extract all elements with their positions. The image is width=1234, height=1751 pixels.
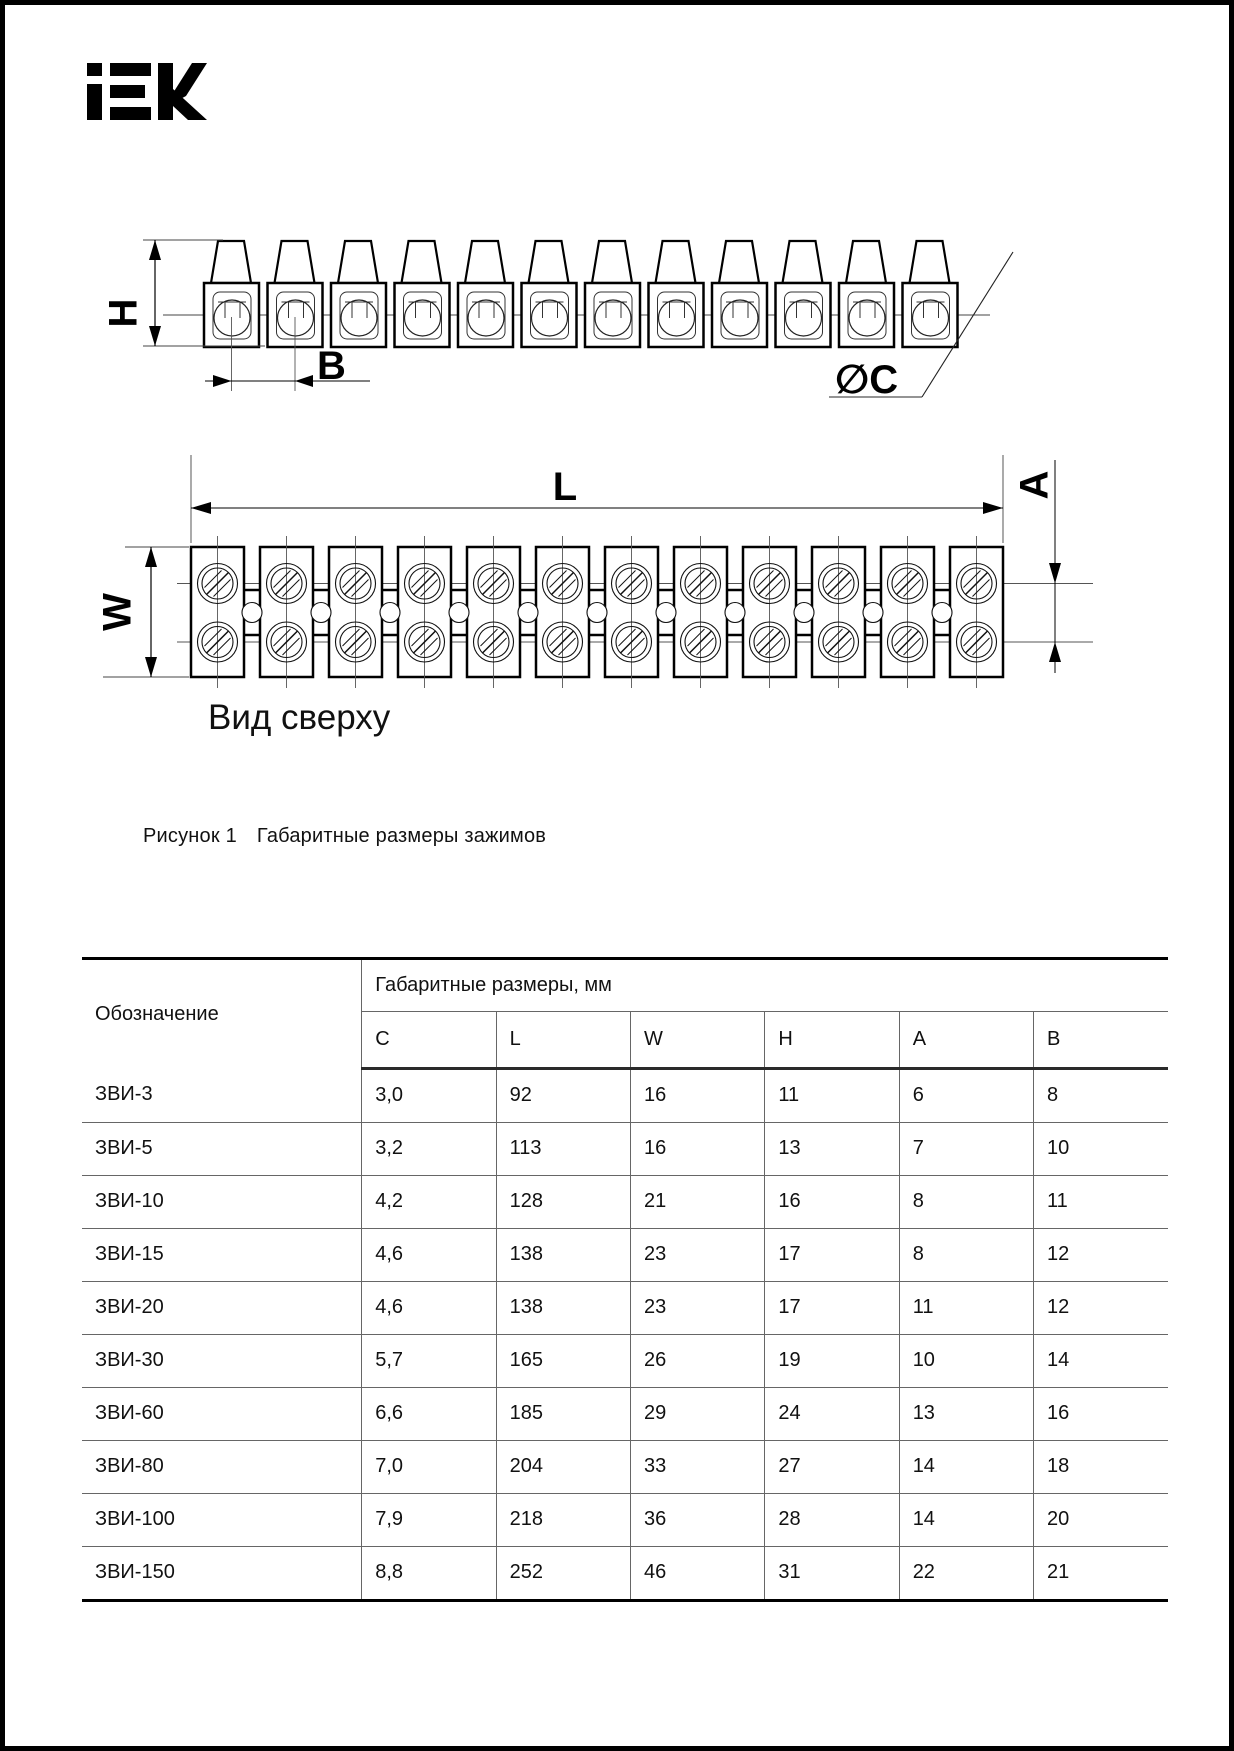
cell-a: 7 [899,1122,1033,1175]
cell-designation: ЗВИ-80 [82,1440,362,1493]
cell-c: 6,6 [362,1387,496,1440]
table-row-zvi-80 [82,1440,1168,1493]
table-row-zvi-15 [82,1228,1168,1281]
cell-h: 13 [765,1122,899,1175]
cell-c: 7,0 [362,1440,496,1493]
cell-b: 11 [1034,1175,1168,1228]
cell-b: 10 [1034,1122,1168,1175]
cell-l: 92 [496,1068,630,1122]
dim-label-h: H [101,298,146,328]
col-header-h: H [765,1011,899,1068]
col-header-a: A [899,1011,1033,1068]
cell-designation: ЗВИ-3 [82,1068,362,1122]
figure-drawing [5,155,1234,855]
table-row-zvi-60 [82,1387,1168,1440]
cell-w: 36 [630,1493,764,1546]
cell-b: 21 [1034,1546,1168,1600]
table-row-zvi-10 [82,1175,1168,1228]
cell-w: 21 [630,1175,764,1228]
col-header-w: W [630,1011,764,1068]
dim-a [1013,460,1061,673]
cell-designation: ЗВИ-100 [82,1493,362,1546]
iek-logo-graphic [87,63,207,120]
table-row-zvi-3 [82,1068,1168,1122]
dim-label-l: L [552,465,578,509]
dim-label-diameter-c: ∅C [835,358,899,402]
cell-h: 17 [765,1281,899,1334]
cell-a: 14 [899,1440,1033,1493]
side-view [102,240,1013,402]
cell-h: 19 [765,1334,899,1387]
dim-w [96,547,189,677]
col-header-c: C [362,1011,496,1068]
cell-a: 11 [899,1281,1033,1334]
figure-caption-text: Габаритные размеры зажимов [256,825,547,847]
cell-b: 12 [1034,1228,1168,1281]
cell-c: 4,6 [362,1281,496,1334]
top-view-label: Вид сверху [208,698,391,737]
cell-c: 5,7 [362,1334,496,1387]
cell-l: 204 [496,1440,630,1493]
cell-l: 252 [496,1546,630,1600]
cell-h: 28 [765,1493,899,1546]
figure-caption-number: Рисунок 1 [143,825,237,847]
cell-w: 23 [630,1281,764,1334]
col-header-l: L [496,1011,630,1068]
cell-w: 16 [630,1068,764,1122]
cell-w: 16 [630,1122,764,1175]
cell-designation: ЗВИ-5 [82,1122,362,1175]
dimensions-table [82,957,1168,1602]
cell-a: 13 [899,1387,1033,1440]
cell-a: 14 [899,1493,1033,1546]
cell-designation: ЗВИ-30 [82,1334,362,1387]
cell-w: 23 [630,1228,764,1281]
cell-c: 3,2 [362,1122,496,1175]
cell-l: 138 [496,1281,630,1334]
cell-l: 113 [496,1122,630,1175]
cell-b: 20 [1034,1493,1168,1546]
cell-b: 14 [1034,1334,1168,1387]
cell-a: 6 [899,1068,1033,1122]
table-row-zvi-30 [82,1334,1168,1387]
dim-label-a: A [1012,470,1057,500]
table-row-zvi-5 [82,1122,1168,1175]
cell-c: 7,9 [362,1493,496,1546]
col-header-group: Габаритные размеры, мм [362,959,1168,1012]
cell-l: 128 [496,1175,630,1228]
table-row-zvi-20 [82,1281,1168,1334]
cell-designation: ЗВИ-20 [82,1281,362,1334]
cell-designation: ЗВИ-10 [82,1175,362,1228]
cell-c: 8,8 [362,1546,496,1600]
cell-l: 218 [496,1493,630,1546]
cell-l: 138 [496,1228,630,1281]
cell-h: 11 [765,1068,899,1122]
cell-b: 12 [1034,1281,1168,1334]
cell-l: 185 [496,1387,630,1440]
cell-designation: ЗВИ-15 [82,1228,362,1281]
cell-w: 29 [630,1387,764,1440]
cell-w: 26 [630,1334,764,1387]
cell-h: 16 [765,1175,899,1228]
cell-c: 4,6 [362,1228,496,1281]
dim-label-w: W [95,593,140,631]
iek-logo [87,63,207,120]
col-header-b: B [1034,1011,1168,1068]
cell-b: 18 [1034,1440,1168,1493]
figure-caption [143,825,546,848]
cell-h: 31 [765,1546,899,1600]
cell-designation: ЗВИ-60 [82,1387,362,1440]
cell-b: 8 [1034,1068,1168,1122]
cell-designation: ЗВИ-150 [95,1561,175,1583]
cell-h: 17 [765,1228,899,1281]
dim-label-b: B [317,344,346,388]
table-row-zvi-100 [82,1493,1168,1546]
cell-c: 4,2 [362,1175,496,1228]
cell-b: 16 [1034,1387,1168,1440]
top-view [96,455,1093,737]
col-header-designation: Обозначение [95,1002,219,1025]
cell-a: 22 [899,1546,1033,1600]
cell-l: 165 [496,1334,630,1387]
cell-a: 10 [899,1334,1033,1387]
cell-h: 27 [765,1440,899,1493]
cell-w: 33 [630,1440,764,1493]
cell-c: 3,0 [362,1068,496,1122]
cell-h: 24 [765,1387,899,1440]
cell-a: 8 [899,1228,1033,1281]
table-row-zvi-150 [82,1546,1168,1600]
dim-l [191,455,1003,543]
cell-a: 8 [899,1175,1033,1228]
cell-w: 46 [630,1546,764,1600]
